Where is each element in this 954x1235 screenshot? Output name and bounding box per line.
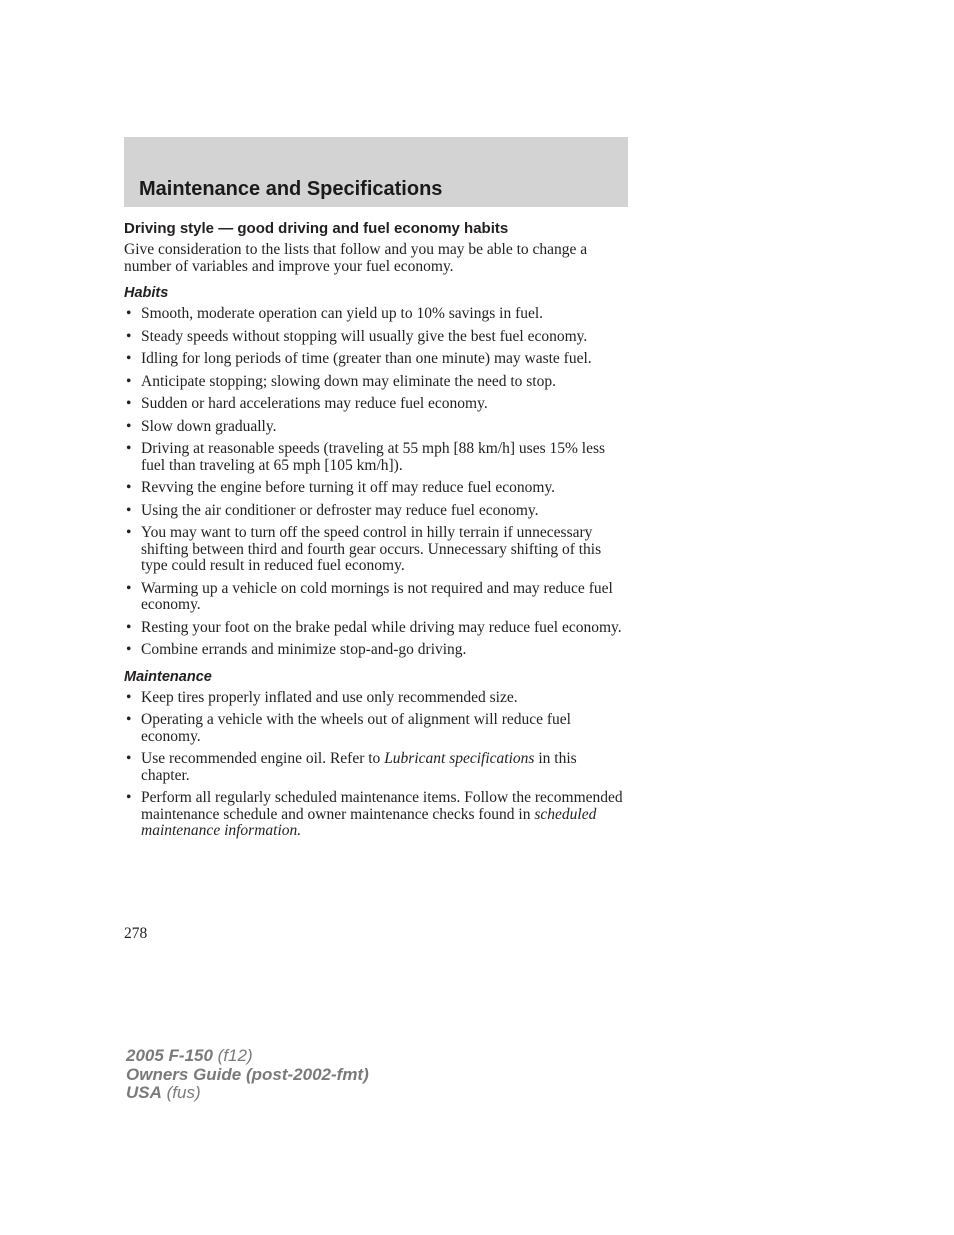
habits-list: [124, 306, 628, 659]
bullet-icon: •: [126, 395, 132, 412]
bullet-icon: •: [126, 372, 132, 390]
list-item: [124, 329, 628, 346]
footer-model-code: (f12): [212, 1046, 253, 1065]
bullet-icon: •: [126, 305, 132, 322]
lubricant-specifications-reference: Lubricant specifications: [384, 750, 535, 767]
bullet-icon: •: [126, 501, 132, 519]
habits-heading: Habits: [124, 285, 169, 301]
scheduled-maintenance-reference: scheduled maintenance information.: [141, 805, 597, 839]
footer-guide-type: Owners Guide (post-2002-fmt): [126, 1064, 369, 1084]
bullet-icon: •: [126, 711, 132, 728]
list-item: [124, 790, 628, 840]
list-item-text: Using the air conditioner or defroster may reduce fuel economy.: [141, 501, 539, 519]
list-item-text: Operating a vehicle with the wheels out of alignment will reduce fuel economy.: [141, 711, 571, 745]
list-item-text: Smooth, moderate operation can yield up to 10% savings in fuel.: [141, 305, 544, 322]
list-item-text: Warming up a vehicle on cold mornings is not required and may reduce fuel economy.: [141, 579, 613, 613]
maintenance-heading: Maintenance: [124, 668, 212, 685]
list-item: [124, 751, 628, 784]
bullet-icon: •: [126, 417, 132, 435]
page-content: [124, 219, 628, 840]
list-item-text: Use recommended engine oil. Refer to: [141, 750, 385, 767]
list-item: [124, 525, 628, 575]
list-item: [124, 374, 628, 391]
list-item-text: You may want to turn off the speed control in hilly terrain if unnecessary shifting between third and fourth gear occurs. Unnecessary shifting of this type could result in reduced fuel economy.: [141, 524, 602, 574]
list-item: [124, 581, 628, 614]
maintenance-list: [124, 690, 628, 840]
list-item-text: Perform all regularly scheduled maintenance items. Follow the recommended maintenance schedule and owner maintenance checks found in: [141, 789, 623, 823]
list-item-text: Combine errands and minimize stop-and-go driving.: [141, 641, 467, 658]
bullet-icon: •: [126, 618, 132, 636]
bullet-icon: •: [126, 750, 132, 767]
list-item-text: Resting your foot on the brake pedal while driving may reduce fuel economy.: [141, 618, 622, 636]
list-item: [124, 503, 628, 520]
list-item-text: Keep tires properly inflated and use only recommended size.: [141, 688, 518, 706]
list-item: [124, 712, 628, 745]
bullet-icon: •: [126, 440, 132, 457]
list-item: [124, 480, 628, 497]
document-footer: [126, 1047, 369, 1103]
list-item: [124, 441, 628, 474]
bullet-icon: •: [126, 688, 132, 706]
list-item: [124, 419, 628, 436]
list-item: [124, 396, 628, 413]
list-item-text: Revving the engine before turning it off may reduce fuel economy.: [141, 479, 556, 496]
list-item-text: Anticipate stopping; slowing down may eliminate the need to stop.: [141, 372, 556, 390]
list-item: [124, 690, 628, 707]
bullet-icon: •: [126, 327, 132, 345]
list-item-text: Idling for long periods of time (greater than one minute) may waste fuel.: [141, 350, 592, 367]
list-item-text: Slow down gradually.: [141, 417, 277, 435]
bullet-icon: •: [126, 350, 132, 367]
bullet-icon: •: [126, 524, 132, 541]
intro-paragraph: Give consideration to the lists that follow and you may be able to change a number of variables and improve your fuel economy.: [124, 241, 588, 275]
list-item-text: Driving at reasonable speeds (traveling at 55 mph [88 km/h] uses 15% less fuel than traveling at 65 mph [105 km/h]).: [141, 440, 606, 474]
list-item: [124, 620, 628, 637]
page-number: 278: [124, 925, 148, 942]
list-item-text: Sudden or hard accelerations may reduce fuel economy.: [141, 395, 488, 412]
footer-market-code: (fus): [161, 1083, 201, 1102]
bullet-icon: •: [126, 641, 132, 658]
footer-line-market: [126, 1084, 369, 1103]
bullet-icon: •: [126, 579, 132, 597]
footer-model: 2005 F-150: [126, 1046, 213, 1065]
list-item-text: in this chapter.: [141, 750, 577, 784]
list-item-text: Steady speeds without stopping will usually give the best fuel economy.: [141, 327, 588, 345]
list-item: [124, 642, 628, 659]
section-title: Maintenance and Specifications: [139, 178, 443, 200]
bullet-icon: •: [126, 789, 132, 806]
footer-line-model: [126, 1047, 369, 1066]
list-item: [124, 351, 628, 368]
footer-market: USA: [126, 1083, 162, 1102]
list-item: [124, 306, 628, 323]
section-header-band: [124, 137, 628, 207]
bullet-icon: •: [126, 479, 132, 496]
topic-subheading: Driving style — good driving and fuel economy habits: [124, 220, 509, 237]
